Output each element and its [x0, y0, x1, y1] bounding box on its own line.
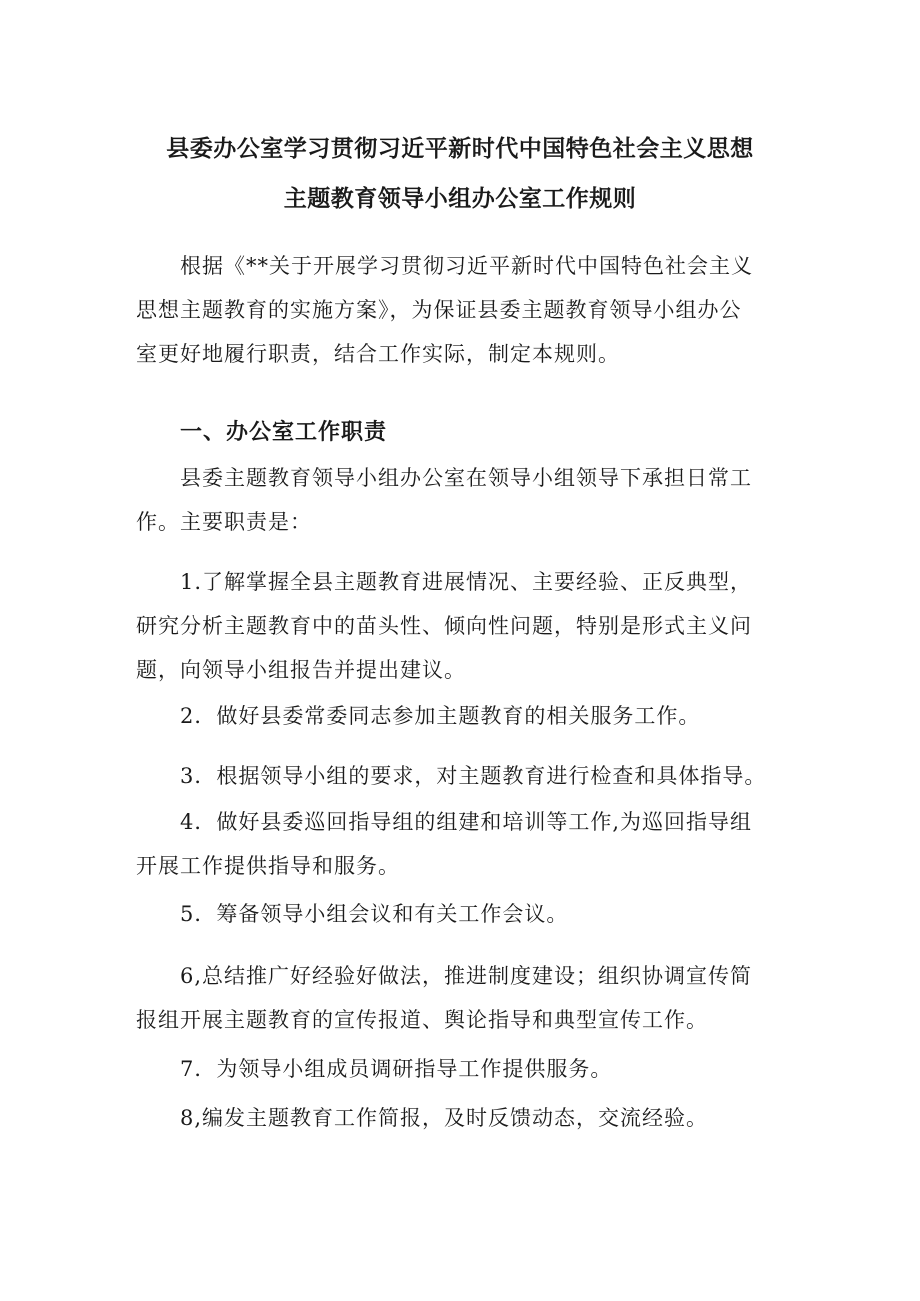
section-heading: 一、办公室工作职责 — [180, 420, 388, 445]
duty-item-4 — [136, 800, 796, 888]
duty-item-line: 6,总结推广好经验好做法，推进制度建设；组织协调宣传简 — [180, 964, 753, 988]
section-intro-line: 县委主题教育领导小组办公室在领导小组领导下承担日常工 — [180, 466, 752, 490]
duty-item-line: 研究分析主题教育中的苗头性、倾向性问题，特别是形式主义问 — [136, 614, 752, 638]
duty-item-7 — [136, 1047, 796, 1091]
duty-item-8 — [136, 1096, 796, 1140]
intro-line: 根据《**关于开展学习贯彻习近平新时代中国特色社会主义 — [180, 254, 753, 278]
duty-item-6 — [136, 954, 796, 1042]
duty-item-2 — [136, 694, 796, 738]
duty-item-5 — [136, 892, 796, 936]
duty-item-line: 1.了解掌握全县主题教育进展情况、主要经验、正反典型， — [180, 570, 753, 594]
duty-item-line: 2．做好县委常委同志参加主题教育的相关服务工作。 — [180, 704, 701, 728]
section-intro-line: 作。主要职责是： — [136, 510, 312, 534]
intro-line: 思想主题教育的实施方案》，为保证县委主题教育领导小组办公 — [136, 298, 742, 322]
section-intro-paragraph — [136, 456, 796, 544]
intro-line: 室更好地履行职责，结合工作实际，制定本规则。 — [136, 342, 620, 366]
duty-item-line: 开展工作提供指导和服务。 — [136, 854, 400, 878]
duty-item-line: 5．筹备领导小组会议和有关工作会议。 — [180, 902, 569, 926]
duty-item-line: 3．根据领导小组的要求，对主题教育进行检查和具体指导。 — [180, 764, 767, 788]
duty-item-line: 题，向领导小组报告并提出建议。 — [136, 658, 466, 682]
document-title-line-2: 主题教育领导小组办公室工作规则 — [283, 186, 637, 212]
duty-item-line: 报组开展主题教育的宣传报道、舆论指导和典型宣传工作。 — [136, 1008, 708, 1032]
intro-paragraph — [136, 244, 796, 376]
duty-item-3 — [136, 754, 796, 798]
duty-item-line: 7．为领导小组成员调研指导工作提供服务。 — [180, 1057, 613, 1081]
duty-item-line: 4．做好县委巡回指导组的组建和培训等工作,为巡回指导组 — [180, 810, 753, 834]
duty-item-1 — [136, 560, 796, 692]
document-title-line-1: 县委办公室学习贯彻习近平新时代中国特色社会主义思想 — [166, 136, 754, 162]
duty-item-line: 8,编发主题教育工作简报，及时反馈动态，交流经验。 — [180, 1106, 709, 1130]
